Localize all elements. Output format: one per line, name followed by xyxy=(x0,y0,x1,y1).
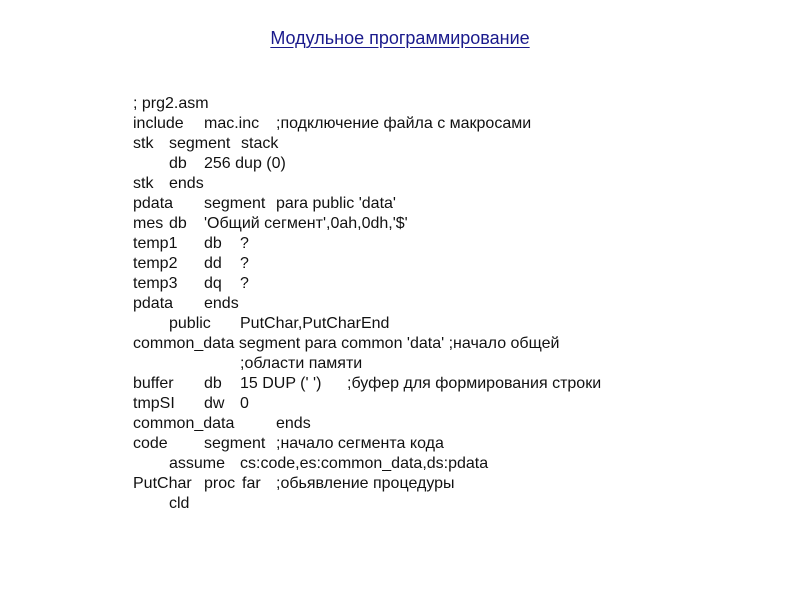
code-directive: db xyxy=(169,155,187,172)
code-line-18 xyxy=(133,434,444,454)
code-label: stk xyxy=(133,175,154,192)
code-directive: ends xyxy=(276,415,311,432)
code-comment: ; prg2.asm xyxy=(133,95,209,112)
code-line-3 xyxy=(133,134,279,154)
code-directive: cld xyxy=(169,495,190,512)
code-directive: ends xyxy=(169,175,204,192)
code-directive: dw xyxy=(204,395,225,412)
code-label: pdata xyxy=(133,195,174,212)
code-line-1 xyxy=(133,94,209,114)
code-directive: db xyxy=(204,235,222,252)
code-comment: ;буфер для формирования строки xyxy=(347,375,602,392)
code-operand: far xyxy=(242,475,261,492)
code-line-10 xyxy=(133,274,249,294)
code-comment: ;области памяти xyxy=(240,355,363,372)
code-line-14 xyxy=(133,354,363,374)
code-text: common_data segment para common 'data' ;начало общей xyxy=(133,335,560,352)
code-label: code xyxy=(133,435,168,452)
code-label: mes xyxy=(133,215,164,232)
code-label: pdata xyxy=(133,295,174,312)
code-directive: segment xyxy=(204,435,266,452)
code-label: stk xyxy=(133,135,154,152)
code-operand: ? xyxy=(240,255,249,272)
code-line-16 xyxy=(133,394,249,414)
code-operand: ? xyxy=(240,275,249,292)
code-line-11 xyxy=(133,294,239,314)
code-directive: ends xyxy=(204,295,239,312)
code-directive: dq xyxy=(204,275,222,292)
code-directive: include xyxy=(133,115,184,132)
code-operand: 15 DUP (' ') xyxy=(240,375,322,392)
code-line-6 xyxy=(133,194,396,214)
code-line-19 xyxy=(133,454,489,474)
code-line-8 xyxy=(133,234,249,254)
code-line-12 xyxy=(133,314,390,334)
code-directive: segment xyxy=(169,135,231,152)
code-operand: cs:code,es:common_data,ds:pdata xyxy=(240,455,489,472)
code-line-15 xyxy=(133,374,602,394)
code-directive: assume xyxy=(169,455,226,472)
slide-title: Модульное программирование xyxy=(270,28,530,48)
code-directive: proc xyxy=(204,475,236,492)
code-line-21 xyxy=(133,494,190,514)
code-operand: 256 dup (0) xyxy=(204,155,286,172)
code-comment: ;обьявление процедуры xyxy=(276,475,455,492)
code-label: tmpSI xyxy=(133,395,175,412)
code-operand: PutChar,PutCharEnd xyxy=(240,315,390,332)
code-operand: mac.inc xyxy=(204,115,260,132)
code-label: PutChar xyxy=(133,475,192,492)
code-comment: ;подключение файла с макросами xyxy=(276,115,532,132)
code-directive: public xyxy=(169,315,211,332)
code-label: buffer xyxy=(133,375,174,392)
code-operand: 'Общий сегмент',0ah,0dh,'$' xyxy=(204,215,408,232)
code-line-5 xyxy=(133,174,204,194)
code-line-4 xyxy=(133,154,286,174)
code-label: temp1 xyxy=(133,235,178,252)
code-line-7 xyxy=(133,214,408,234)
code-label: temp2 xyxy=(133,255,178,272)
code-directive: dd xyxy=(204,255,222,272)
code-operand: ? xyxy=(240,235,249,252)
code-directive: db xyxy=(169,215,187,232)
code-line-9 xyxy=(133,254,249,274)
code-operand: 0 xyxy=(240,395,249,412)
code-line-17 xyxy=(133,414,311,434)
code-directive: db xyxy=(204,375,222,392)
code-line-20 xyxy=(133,474,455,494)
code-line-13 xyxy=(133,334,560,354)
code-operand: para public 'data' xyxy=(276,195,396,212)
code-directive: segment xyxy=(204,195,266,212)
code-line-2 xyxy=(133,114,532,134)
code-label: temp3 xyxy=(133,275,178,292)
code-label: common_data xyxy=(133,415,235,432)
code-comment: ;начало сегмента кода xyxy=(276,435,444,452)
code-operand: stack xyxy=(241,135,279,152)
